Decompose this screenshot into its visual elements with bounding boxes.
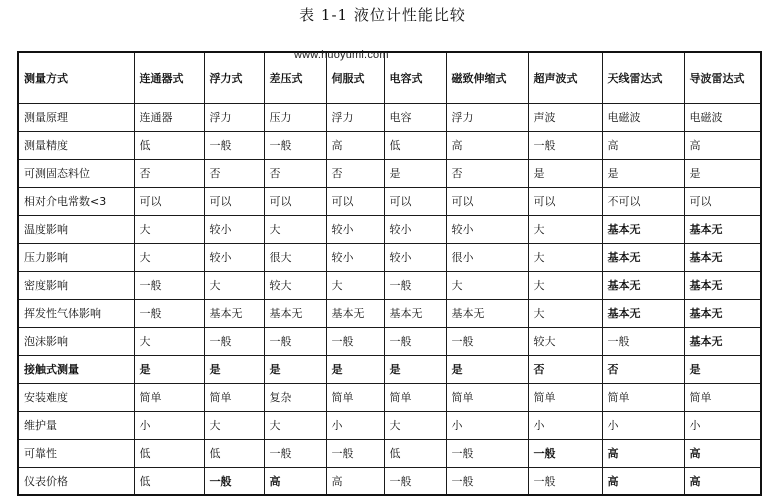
table-cell: 一般: [446, 439, 528, 467]
table-cell: 很小: [446, 243, 528, 271]
table-row: [18, 411, 761, 439]
table-cell: 高: [684, 131, 761, 159]
table-cell: 一般: [326, 439, 384, 467]
table-cell: 基本无: [684, 215, 761, 243]
table-row: [18, 439, 761, 467]
table-cell: 是: [602, 159, 684, 187]
table-cell: 高: [264, 467, 326, 495]
row-label-cell: 压力影响: [18, 243, 134, 271]
table-cell: 简单: [204, 383, 264, 411]
table-cell: 可以: [684, 187, 761, 215]
table-cell: 一般: [204, 467, 264, 495]
table-cell: 基本无: [684, 327, 761, 355]
table-cell: 是: [446, 355, 528, 383]
table-cell: 低: [134, 131, 204, 159]
table-cell: 低: [134, 439, 204, 467]
table-cell: 基本无: [204, 299, 264, 327]
table-cell: 可以: [204, 187, 264, 215]
table-cell: 是: [326, 355, 384, 383]
table-cell: 一般: [602, 327, 684, 355]
header-cell: 测量方式: [18, 52, 134, 103]
table-cell: 否: [602, 355, 684, 383]
table-cell: 一般: [264, 131, 326, 159]
table-cell: 高: [684, 467, 761, 495]
table-cell: 一般: [204, 327, 264, 355]
table-cell: 否: [446, 159, 528, 187]
table-cell: 基本无: [684, 271, 761, 299]
table-cell: 是: [684, 159, 761, 187]
table-row: [18, 299, 761, 327]
table-cell: 简单: [528, 383, 602, 411]
table-cell: 较大: [264, 271, 326, 299]
table-cell: 复杂: [264, 383, 326, 411]
table-cell: 连通器: [134, 103, 204, 131]
table-cell: 低: [384, 439, 446, 467]
table-cell: 大: [326, 271, 384, 299]
header-cell: 导波雷达式: [684, 52, 761, 103]
table-row: [18, 243, 761, 271]
table-cell: 是: [204, 355, 264, 383]
row-label-cell: 测量精度: [18, 131, 134, 159]
table-row: [18, 103, 761, 131]
table-cell: 高: [602, 131, 684, 159]
table-cell: 浮力: [326, 103, 384, 131]
table-cell: 高: [326, 467, 384, 495]
table-cell: 可以: [134, 187, 204, 215]
table-cell: 声波: [528, 103, 602, 131]
row-label-cell: 泡沫影响: [18, 327, 134, 355]
table-cell: 小: [602, 411, 684, 439]
table-cell: 不可以: [602, 187, 684, 215]
table-cell: 大: [134, 215, 204, 243]
table-cell: 较小: [446, 215, 528, 243]
table-cell: 大: [134, 327, 204, 355]
table-cell: 是: [264, 355, 326, 383]
table-cell: 高: [326, 131, 384, 159]
table-cell: 大: [528, 243, 602, 271]
table-cell: 是: [684, 355, 761, 383]
table-cell: 小: [134, 411, 204, 439]
table-cell: 基本无: [602, 299, 684, 327]
table-cell: 大: [446, 271, 528, 299]
table-cell: 较小: [204, 243, 264, 271]
table-cell: 简单: [446, 383, 528, 411]
table-cell: 一般: [204, 131, 264, 159]
table-cell: 大: [264, 215, 326, 243]
table-cell: 较小: [384, 215, 446, 243]
table-title: 表 1-1 液位计性能比较: [299, 6, 466, 24]
table-cell: 较大: [528, 327, 602, 355]
table-cell: 可以: [384, 187, 446, 215]
table-cell: 基本无: [602, 215, 684, 243]
header-cell: 超声波式: [528, 52, 602, 103]
table-cell: 否: [134, 159, 204, 187]
table-cell: 大: [204, 411, 264, 439]
row-label-cell: 温度影响: [18, 215, 134, 243]
table-cell: 可以: [326, 187, 384, 215]
table-cell: 小: [446, 411, 528, 439]
table-cell: 简单: [134, 383, 204, 411]
row-label-cell: 接触式测量: [18, 355, 134, 383]
table-cell: 大: [264, 411, 326, 439]
table-cell: 较小: [204, 215, 264, 243]
row-label-cell: 挥发性气体影响: [18, 299, 134, 327]
table-cell: 一般: [134, 271, 204, 299]
row-label-cell: 密度影响: [18, 271, 134, 299]
header-cell: 天线雷达式: [602, 52, 684, 103]
table-cell: 较小: [326, 215, 384, 243]
table-cell: 是: [134, 355, 204, 383]
table-cell: 一般: [384, 327, 446, 355]
table-row: [18, 159, 761, 187]
table-cell: 可以: [446, 187, 528, 215]
row-label-cell: 可靠性: [18, 439, 134, 467]
table-cell: 一般: [134, 299, 204, 327]
table-row: [18, 271, 761, 299]
table-row: [18, 187, 761, 215]
table-cell: 简单: [326, 383, 384, 411]
header-cell: 磁致伸缩式: [446, 52, 528, 103]
table-cell: 一般: [446, 327, 528, 355]
table-cell: 电磁波: [684, 103, 761, 131]
table-row: [18, 383, 761, 411]
table-cell: 是: [384, 159, 446, 187]
table-cell: 一般: [326, 327, 384, 355]
table-row: [18, 327, 761, 355]
table-cell: 大: [528, 215, 602, 243]
table-cell: 一般: [446, 467, 528, 495]
watermark-text: www.huoyumi.com: [294, 49, 389, 61]
table-row: [18, 355, 761, 383]
table-cell: 基本无: [264, 299, 326, 327]
header-cell: 浮力式: [204, 52, 264, 103]
header-cell: 差压式: [264, 52, 326, 103]
table-cell: 基本无: [326, 299, 384, 327]
table-cell: 基本无: [684, 299, 761, 327]
table-cell: 电容: [384, 103, 446, 131]
table-cell: 基本无: [446, 299, 528, 327]
table-cell: 可以: [264, 187, 326, 215]
table-cell: 小: [326, 411, 384, 439]
table-cell: 浮力: [446, 103, 528, 131]
row-label-cell: 维护量: [18, 411, 134, 439]
table-cell: 否: [326, 159, 384, 187]
table-cell: 低: [134, 467, 204, 495]
table-cell: 高: [684, 439, 761, 467]
table-cell: 一般: [264, 327, 326, 355]
table-cell: 一般: [528, 439, 602, 467]
table-cell: 是: [528, 159, 602, 187]
table-cell: 低: [384, 131, 446, 159]
table-cell: 小: [684, 411, 761, 439]
table-cell: 否: [204, 159, 264, 187]
table-cell: 一般: [528, 467, 602, 495]
table-cell: 小: [528, 411, 602, 439]
table-body: [18, 103, 761, 495]
table-cell: 一般: [384, 467, 446, 495]
row-label-cell: 安装难度: [18, 383, 134, 411]
table-row: [18, 467, 761, 495]
table-cell: 高: [446, 131, 528, 159]
table-cell: 一般: [264, 439, 326, 467]
table-cell: 很大: [264, 243, 326, 271]
table-cell: 一般: [384, 271, 446, 299]
table-cell: 可以: [528, 187, 602, 215]
table-cell: 浮力: [204, 103, 264, 131]
table-cell: 大: [528, 271, 602, 299]
header-cell: 电容式: [384, 52, 446, 103]
table-cell: 基本无: [684, 243, 761, 271]
table-cell: 压力: [264, 103, 326, 131]
table-cell: 否: [264, 159, 326, 187]
table-cell: 较小: [326, 243, 384, 271]
table-cell: 电磁波: [602, 103, 684, 131]
header-cell: 连通器式: [134, 52, 204, 103]
table-cell: 大: [528, 299, 602, 327]
header-row: [18, 52, 761, 103]
table-cell: 大: [384, 411, 446, 439]
table-cell: 较小: [384, 243, 446, 271]
table-row: [18, 215, 761, 243]
table-cell: 是: [384, 355, 446, 383]
row-label-cell: 仪表价格: [18, 467, 134, 495]
table-cell: 基本无: [602, 243, 684, 271]
row-label-cell: 相对介电常数<3: [18, 187, 134, 215]
table-cell: 基本无: [384, 299, 446, 327]
table-cell: 高: [602, 439, 684, 467]
row-label-cell: 可测固态料位: [18, 159, 134, 187]
header-cell: 伺服式: [326, 52, 384, 103]
table-cell: 低: [204, 439, 264, 467]
table-cell: 简单: [684, 383, 761, 411]
table-cell: 简单: [602, 383, 684, 411]
table-cell: 否: [528, 355, 602, 383]
table-cell: 简单: [384, 383, 446, 411]
table-cell: 一般: [528, 131, 602, 159]
table-cell: 大: [204, 271, 264, 299]
table-cell: 高: [602, 467, 684, 495]
table-cell: 基本无: [602, 271, 684, 299]
comparison-table: [17, 51, 762, 496]
table-cell: 大: [134, 243, 204, 271]
table-row: [18, 131, 761, 159]
row-label-cell: 测量原理: [18, 103, 134, 131]
